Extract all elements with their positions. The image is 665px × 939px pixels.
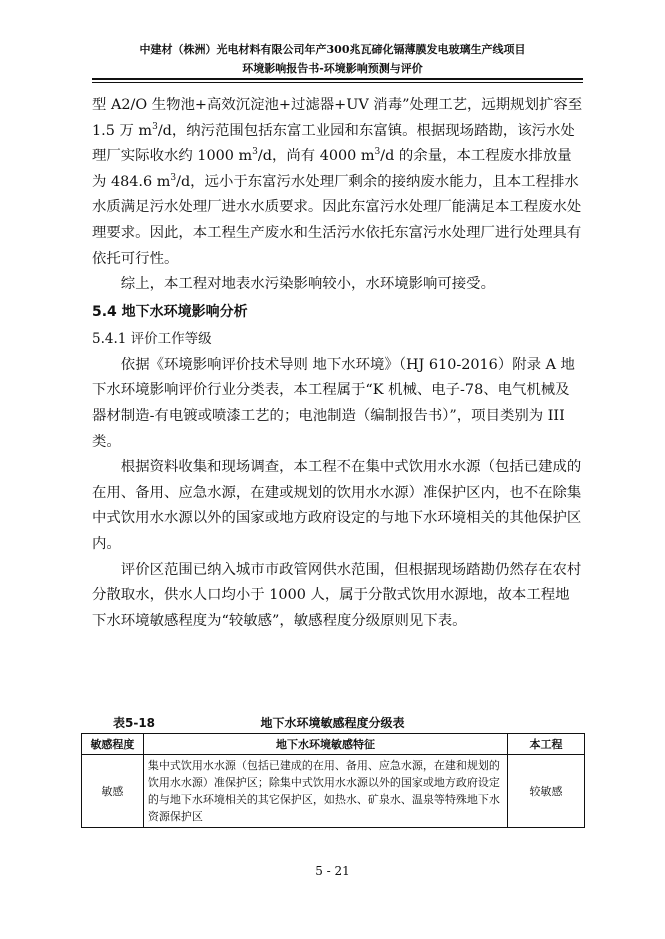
main-content	[92, 93, 583, 634]
header-rule	[92, 78, 583, 80]
paragraph-summary: 综上，本工程对地表水污染影响较小，水环境影响可接受。	[120, 276, 495, 293]
sensitivity-table	[81, 733, 585, 828]
document-header-title: 中建材（株洲）光电材料有限公司年产300兆瓦碲化镉薄膜发电玻璃生产线项目	[139, 43, 526, 56]
table-row	[82, 755, 585, 828]
header-rule-thin	[92, 82, 583, 83]
table-caption-title: 地下水环境敏感程度分级表	[260, 716, 405, 730]
table-header-cell: 地下水环境敏感特征	[143, 734, 507, 755]
paragraph-sensitivity: 评价区范围已纳入城市市政管网供水范围，但根据现场踏勘仍然存在农村分散取水，供水人口均小于 1000 人，属于分散式饮用水源地，故本工程地下水环境敏感程度为“较敏感”，敏感程度分级原则见下表。	[92, 561, 582, 629]
table-cell-feature: 集中式饮用水水源（包括已建成的在用、备用、应急水源，在建和规划的饮用水水源）准保护区；除集中式饮用水水源以外的国家或地方政府设定的与地下水环境相关的其它保护区，如热水、矿泉水、温泉等特殊地下水资源保护区	[143, 755, 507, 828]
paragraph-investigation: 根据资料收集和现场调查，本工程不在集中式饮用水水源（包括已建成的在用、备用、应急水源，在建或规划的饮用水水源）准保护区内，也不在除集中式饮用水水源以外的国家或地方政府设定的与地下水环境相关的其他保护区内。	[92, 459, 582, 552]
document-header-subtitle: 环境影响报告书-环境影响预测与评价	[242, 62, 423, 75]
table-cell-project: 较敏感	[508, 755, 585, 828]
section-heading: 5.4 地下水环境影响分析	[92, 303, 248, 320]
table-caption-number: 表5-18	[113, 716, 156, 730]
subsection-heading: 5.4.1 评价工作等级	[92, 330, 212, 347]
table-header-row	[82, 734, 585, 755]
table-header-cell: 本工程	[508, 734, 585, 755]
table-header-cell: 敏感程度	[82, 734, 144, 755]
page-number: 5 - 21	[315, 864, 350, 878]
table-cell-level: 敏感	[82, 755, 144, 828]
paragraph-basis: 依据《环境影响评价技术导则 地下水环境》（HJ 610-2016）附录 A 地下水环境影响评价行业分类表，本工程属于“K 机械、电子-78、电气机械及器材制造-有电镀或喷漆工艺的；电池制造（编制报告书）”，项目类别为 III 类。	[92, 356, 575, 450]
paragraph-wastewater: 型 A2/O 生物池+高效沉淀池+过滤器+UV 消毒”处理工艺，远期规划扩容至 1.5 万 $m^3/d$，纳污范围包括东富工业园和东富镇。根据现场踏勘，该污水处理厂实际收水约 1000 $m^3/d$，尚有 4000 $m^3/d$ 的余量，本工程废水排放量为 484.6 $m^3/d$，远小于东富污水处理厂剩余的接纳废水能力，且本工程排水水质满足污水处理厂进水水质要求。因此东富污水处理厂能满足本工程废水处理要求。因此，本工程生产废水和生活污水依托东富污水处理厂进行处理具有依托可行性。	[92, 97, 583, 267]
